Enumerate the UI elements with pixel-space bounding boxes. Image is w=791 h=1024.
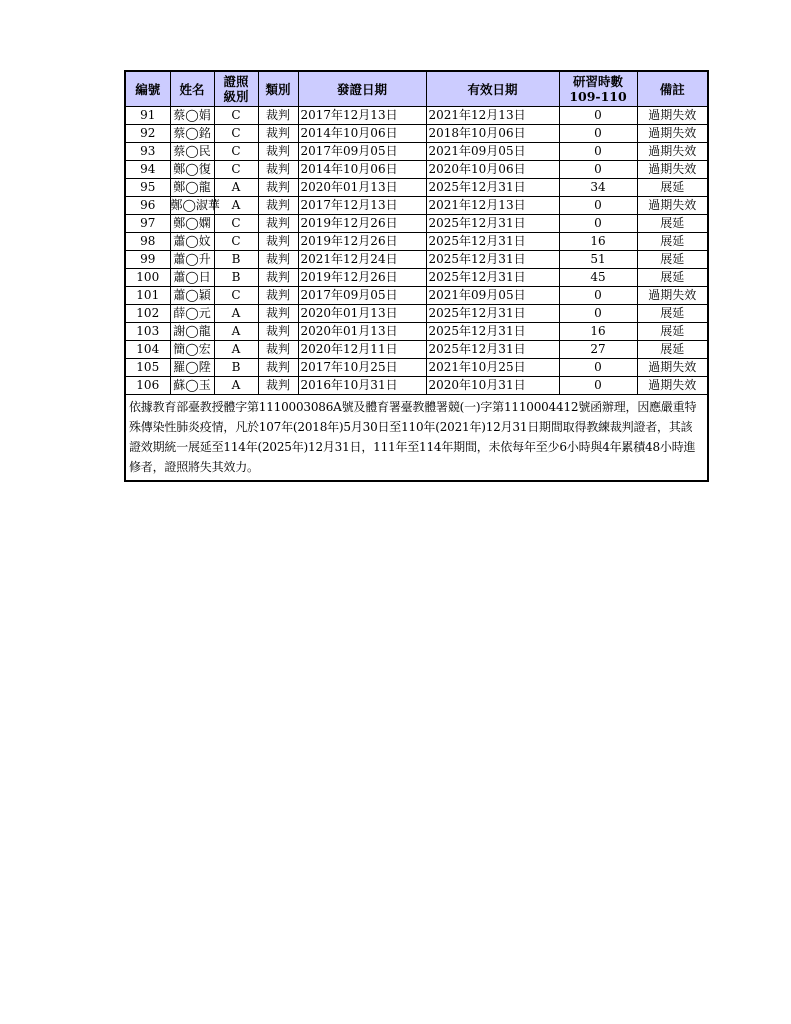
row-type: 裁判 bbox=[258, 197, 298, 215]
row-type: 裁判 bbox=[258, 341, 298, 359]
row-hours: 51 bbox=[559, 251, 637, 269]
row-valid-date: 2021年10月25日 bbox=[426, 359, 559, 377]
table-row bbox=[125, 233, 708, 251]
row-issue-date: 2017年09月05日 bbox=[298, 287, 426, 305]
header-issue-date: 發證日期 bbox=[298, 71, 426, 107]
row-number: 99 bbox=[125, 251, 170, 269]
note-row bbox=[125, 395, 708, 482]
row-name: 鄭◯嫻 bbox=[170, 215, 214, 233]
row-name: 簡◯宏 bbox=[170, 341, 214, 359]
row-issue-date: 2017年09月05日 bbox=[298, 143, 426, 161]
row-issue-date: 2016年10月31日 bbox=[298, 377, 426, 395]
row-number: 96 bbox=[125, 197, 170, 215]
row-valid-date: 2025年12月31日 bbox=[426, 305, 559, 323]
row-number: 98 bbox=[125, 233, 170, 251]
row-type: 裁判 bbox=[258, 215, 298, 233]
row-type: 裁判 bbox=[258, 107, 298, 125]
row-level: C bbox=[214, 233, 258, 251]
row-number: 105 bbox=[125, 359, 170, 377]
note-text: 依據教育部臺教授體字第1110003086A號及體育署臺教體署競(一)字第1110004412號函辦理，因應嚴重特殊傳染性肺炎疫情，凡於107年(2018年)5月30日至110年(2021年)12月31日期間取得教練裁判證者，其該證效期統一展延至114年(2025年)12月31日，111年至114年期間，未依每年至少6小時與4年累積48小時進修者，證照將失其效力。 bbox=[125, 395, 708, 482]
row-remark: 展延 bbox=[637, 215, 708, 233]
row-issue-date: 2021年12月24日 bbox=[298, 251, 426, 269]
row-hours: 0 bbox=[559, 143, 637, 161]
row-hours: 0 bbox=[559, 377, 637, 395]
row-level: C bbox=[214, 215, 258, 233]
row-issue-date: 2017年12月13日 bbox=[298, 107, 426, 125]
row-type: 裁判 bbox=[258, 377, 298, 395]
row-type: 裁判 bbox=[258, 269, 298, 287]
row-issue-date: 2020年01月13日 bbox=[298, 179, 426, 197]
row-number: 97 bbox=[125, 215, 170, 233]
header-hours bbox=[559, 71, 637, 107]
header-hours-line1: 研習時數 bbox=[572, 74, 623, 89]
row-remark: 展延 bbox=[637, 251, 708, 269]
row-hours: 16 bbox=[559, 233, 637, 251]
header-level-line1: 證照 bbox=[223, 74, 249, 89]
row-type: 裁判 bbox=[258, 125, 298, 143]
table-row bbox=[125, 197, 708, 215]
row-remark: 過期失效 bbox=[637, 143, 708, 161]
table-row bbox=[125, 143, 708, 161]
row-valid-date: 2020年10月06日 bbox=[426, 161, 559, 179]
row-level: A bbox=[214, 341, 258, 359]
row-issue-date: 2019年12月26日 bbox=[298, 233, 426, 251]
row-remark: 過期失效 bbox=[637, 359, 708, 377]
table-row bbox=[125, 323, 708, 341]
row-valid-date: 2025年12月31日 bbox=[426, 179, 559, 197]
row-number: 103 bbox=[125, 323, 170, 341]
row-name: 羅◯陞 bbox=[170, 359, 214, 377]
row-issue-date: 2020年01月13日 bbox=[298, 323, 426, 341]
row-valid-date: 2025年12月31日 bbox=[426, 215, 559, 233]
row-remark: 過期失效 bbox=[637, 287, 708, 305]
row-hours: 0 bbox=[559, 125, 637, 143]
header-remark: 備註 bbox=[637, 71, 708, 107]
row-remark: 展延 bbox=[637, 269, 708, 287]
row-number: 104 bbox=[125, 341, 170, 359]
row-name: 蕭◯妏 bbox=[170, 233, 214, 251]
row-number: 94 bbox=[125, 161, 170, 179]
header-row bbox=[125, 71, 708, 107]
header-level bbox=[214, 71, 258, 107]
table-row bbox=[125, 125, 708, 143]
row-valid-date: 2021年12月13日 bbox=[426, 197, 559, 215]
row-valid-date: 2021年09月05日 bbox=[426, 143, 559, 161]
row-issue-date: 2019年12月26日 bbox=[298, 269, 426, 287]
row-hours: 34 bbox=[559, 179, 637, 197]
table-row bbox=[125, 161, 708, 179]
row-type: 裁判 bbox=[258, 179, 298, 197]
row-remark: 過期失效 bbox=[637, 197, 708, 215]
row-number: 93 bbox=[125, 143, 170, 161]
row-level: B bbox=[214, 359, 258, 377]
row-valid-date: 2025年12月31日 bbox=[426, 233, 559, 251]
header-level-line2: 級別 bbox=[223, 89, 249, 104]
row-name: 謝◯龍 bbox=[170, 323, 214, 341]
row-name: 蘇◯玉 bbox=[170, 377, 214, 395]
row-level: C bbox=[214, 125, 258, 143]
row-hours: 0 bbox=[559, 107, 637, 125]
table-row bbox=[125, 341, 708, 359]
row-remark: 展延 bbox=[637, 233, 708, 251]
row-issue-date: 2014年10月06日 bbox=[298, 161, 426, 179]
row-type: 裁判 bbox=[258, 323, 298, 341]
row-hours: 0 bbox=[559, 359, 637, 377]
table-row bbox=[125, 251, 708, 269]
row-type: 裁判 bbox=[258, 359, 298, 377]
row-remark: 展延 bbox=[637, 305, 708, 323]
row-type: 裁判 bbox=[258, 251, 298, 269]
row-level: A bbox=[214, 179, 258, 197]
row-type: 裁判 bbox=[258, 305, 298, 323]
row-valid-date: 2018年10月06日 bbox=[426, 125, 559, 143]
table-row bbox=[125, 287, 708, 305]
row-level: A bbox=[214, 197, 258, 215]
row-hours: 27 bbox=[559, 341, 637, 359]
header-no: 編號 bbox=[125, 71, 170, 107]
header-hours-line2: 109-110 bbox=[569, 89, 627, 104]
row-issue-date: 2019年12月26日 bbox=[298, 215, 426, 233]
header-valid-date: 有效日期 bbox=[426, 71, 559, 107]
row-remark: 展延 bbox=[637, 179, 708, 197]
row-level: C bbox=[214, 107, 258, 125]
row-name: 鄭◯淑華 bbox=[170, 197, 214, 215]
row-hours: 0 bbox=[559, 305, 637, 323]
row-type: 裁判 bbox=[258, 143, 298, 161]
row-valid-date: 2025年12月31日 bbox=[426, 341, 559, 359]
header-name: 姓名 bbox=[170, 71, 214, 107]
row-issue-date: 2017年10月25日 bbox=[298, 359, 426, 377]
row-level: C bbox=[214, 161, 258, 179]
row-valid-date: 2021年09月05日 bbox=[426, 287, 559, 305]
row-issue-date: 2020年12月11日 bbox=[298, 341, 426, 359]
row-number: 106 bbox=[125, 377, 170, 395]
row-number: 100 bbox=[125, 269, 170, 287]
row-type: 裁判 bbox=[258, 287, 298, 305]
row-valid-date: 2025年12月31日 bbox=[426, 251, 559, 269]
table-row bbox=[125, 215, 708, 233]
row-valid-date: 2025年12月31日 bbox=[426, 269, 559, 287]
row-hours: 0 bbox=[559, 287, 637, 305]
row-remark: 過期失效 bbox=[637, 161, 708, 179]
table-row bbox=[125, 377, 708, 395]
table-row bbox=[125, 359, 708, 377]
row-level: B bbox=[214, 269, 258, 287]
row-number: 95 bbox=[125, 179, 170, 197]
row-hours: 45 bbox=[559, 269, 637, 287]
row-name: 蕭◯日 bbox=[170, 269, 214, 287]
row-name: 蔡◯民 bbox=[170, 143, 214, 161]
table-row bbox=[125, 305, 708, 323]
row-hours: 0 bbox=[559, 197, 637, 215]
row-number: 92 bbox=[125, 125, 170, 143]
table-row bbox=[125, 179, 708, 197]
row-name: 蕭◯升 bbox=[170, 251, 214, 269]
row-valid-date: 2020年10月31日 bbox=[426, 377, 559, 395]
certificate-table bbox=[124, 70, 709, 482]
row-type: 裁判 bbox=[258, 233, 298, 251]
table-body bbox=[125, 107, 708, 395]
row-level: A bbox=[214, 323, 258, 341]
row-number: 102 bbox=[125, 305, 170, 323]
row-level: C bbox=[214, 143, 258, 161]
row-remark: 過期失效 bbox=[637, 107, 708, 125]
row-name: 鄭◯復 bbox=[170, 161, 214, 179]
row-hours: 16 bbox=[559, 323, 637, 341]
row-number: 101 bbox=[125, 287, 170, 305]
row-remark: 過期失效 bbox=[637, 125, 708, 143]
row-level: B bbox=[214, 251, 258, 269]
row-name: 鄭◯龍 bbox=[170, 179, 214, 197]
row-issue-date: 2014年10月06日 bbox=[298, 125, 426, 143]
row-name: 蕭◯穎 bbox=[170, 287, 214, 305]
header-type: 類別 bbox=[258, 71, 298, 107]
row-level: C bbox=[214, 287, 258, 305]
row-valid-date: 2021年12月13日 bbox=[426, 107, 559, 125]
row-remark: 展延 bbox=[637, 341, 708, 359]
row-remark: 展延 bbox=[637, 323, 708, 341]
row-hours: 0 bbox=[559, 161, 637, 179]
row-level: A bbox=[214, 377, 258, 395]
row-name: 蔡◯銘 bbox=[170, 125, 214, 143]
table-row bbox=[125, 107, 708, 125]
row-issue-date: 2020年01月13日 bbox=[298, 305, 426, 323]
row-number: 91 bbox=[125, 107, 170, 125]
row-hours: 0 bbox=[559, 215, 637, 233]
row-issue-date: 2017年12月13日 bbox=[298, 197, 426, 215]
row-type: 裁判 bbox=[258, 161, 298, 179]
row-remark: 過期失效 bbox=[637, 377, 708, 395]
row-name: 薛◯元 bbox=[170, 305, 214, 323]
row-name: 蔡◯娟 bbox=[170, 107, 214, 125]
table-row bbox=[125, 269, 708, 287]
row-level: A bbox=[214, 305, 258, 323]
row-valid-date: 2025年12月31日 bbox=[426, 323, 559, 341]
